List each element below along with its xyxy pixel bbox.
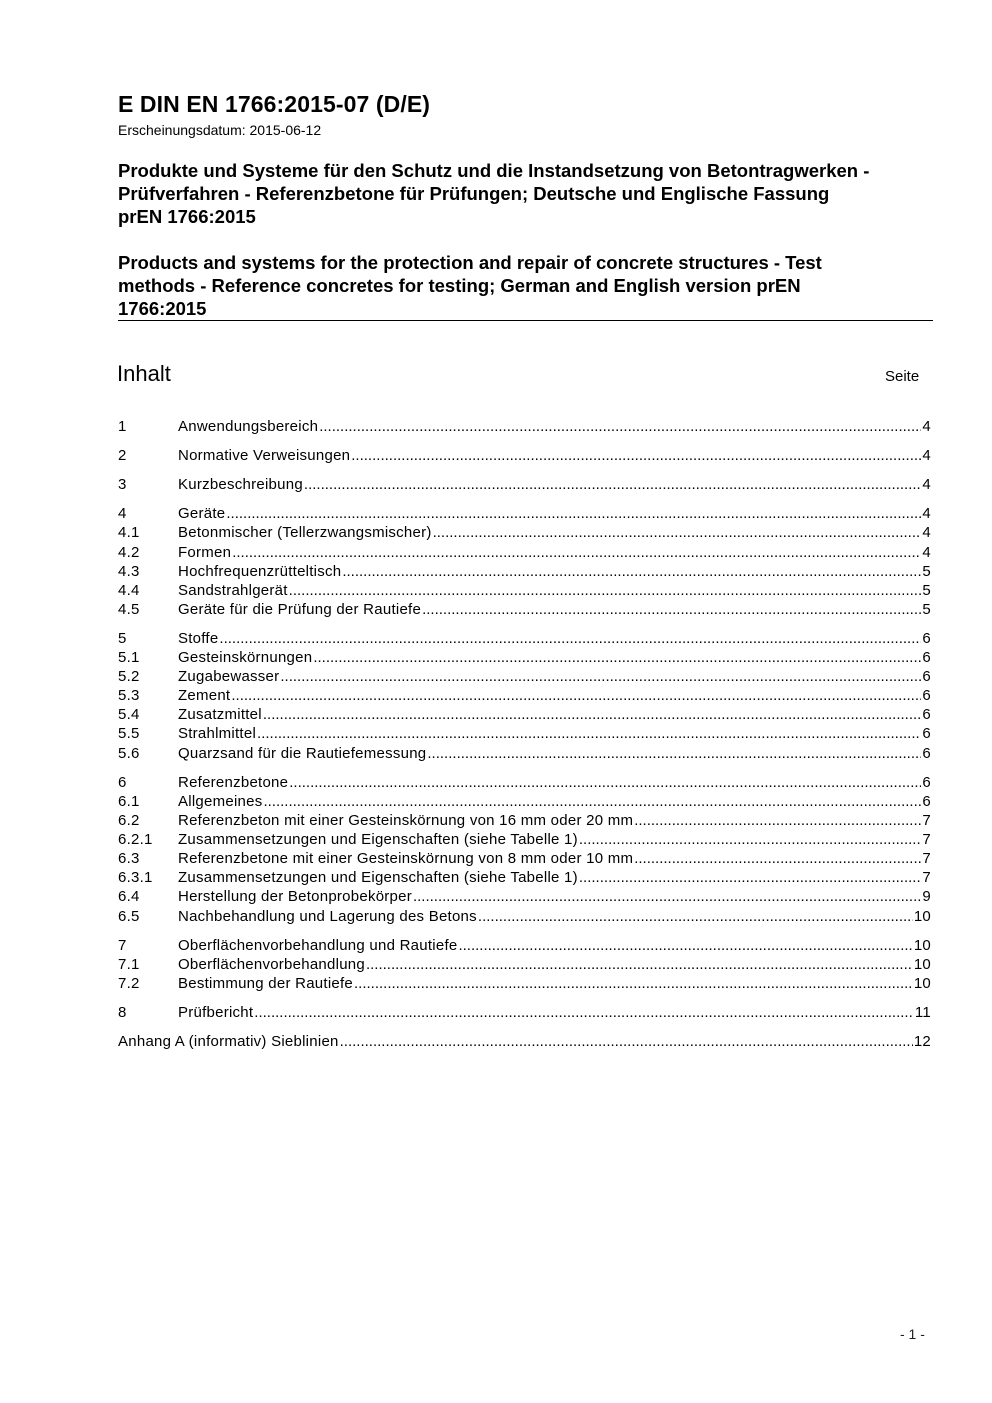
toc-entry-annex[interactable]	[118, 1032, 931, 1051]
toc-entry-title: Kurzbeschreibung	[178, 476, 303, 493]
toc-entry-page: 7	[922, 831, 931, 848]
title-german-line: Produkte und Systeme für den Schutz und die Instandsetzung von Betontragwerken -	[118, 160, 870, 181]
toc-entry-title: Geräte für die Prüfung der Rautiefe	[178, 601, 422, 618]
toc-entry-page: 4	[922, 418, 931, 435]
toc-entry-page: 6	[922, 793, 931, 810]
toc-entry-page: 5	[922, 601, 931, 618]
toc-leader	[422, 600, 921, 619]
toc-entry-number: 4.1	[118, 524, 140, 541]
toc-entry-number: 5	[118, 630, 127, 647]
toc-entry[interactable]	[118, 1003, 931, 1022]
toc-entry-number: 7.2	[118, 975, 140, 992]
toc-entry[interactable]	[118, 792, 931, 811]
toc-entry[interactable]	[118, 686, 931, 705]
toc-entry-title: Bestimmung der Rautiefe	[178, 975, 353, 992]
toc-entry-number: 3	[118, 476, 127, 493]
toc-entry-title: Betonmischer (Tellerzwangsmischer)	[178, 524, 432, 541]
toc-leader	[634, 811, 921, 830]
toc-entry-page: 6	[922, 706, 931, 723]
toc-entry-title: Herstellung der Betonprobekörper	[178, 888, 412, 905]
toc-entry-number: 2	[118, 447, 127, 464]
title-german-line: prEN 1766:2015	[118, 206, 256, 227]
toc-entry-page: 6	[922, 774, 931, 791]
toc-leader	[579, 868, 922, 887]
toc-entry-number: 4	[118, 505, 127, 522]
toc-leader	[433, 523, 922, 542]
toc-entry-page: 6	[922, 745, 931, 762]
toc-leader	[319, 417, 921, 436]
toc-entry-number: 8	[118, 1004, 127, 1021]
toc-entry-number: 6.1	[118, 793, 140, 810]
toc-entry-title: Hochfrequenzrütteltisch	[178, 563, 342, 580]
toc-leader	[579, 830, 922, 849]
toc-entry-title: Allgemeines	[178, 793, 263, 810]
toc-entry-title: Anhang A (informativ) Sieblinien	[118, 1033, 339, 1050]
toc-entry-number: 7	[118, 937, 127, 954]
toc-entry-number: 6.5	[118, 908, 140, 925]
toc-entry-number: 6	[118, 774, 127, 791]
toc-leader	[289, 581, 922, 600]
toc-entry-page: 4	[922, 505, 931, 522]
toc-entry[interactable]	[118, 667, 931, 686]
page-number: - 1 -	[900, 1326, 925, 1342]
toc-entry-page: 5	[922, 582, 931, 599]
toc-leader	[351, 446, 921, 465]
title-german-line: Prüfverfahren - Referenzbetone für Prüfungen; Deutsche und Englische Fassung	[118, 183, 830, 204]
toc-entry-number: 5.4	[118, 706, 140, 723]
toc-entry-page: 10	[913, 975, 931, 992]
toc-leader	[226, 504, 921, 523]
toc-entry-page: 4	[922, 544, 931, 561]
toc-entry-number: 7.1	[118, 956, 140, 973]
toc-entry-title: Sandstrahlgerät	[178, 582, 288, 599]
toc-entry-title: Zusatzmittel	[178, 706, 262, 723]
toc-leader	[231, 686, 921, 705]
toc-entry-number: 6.4	[118, 888, 140, 905]
toc-entry-title: Referenzbetone	[178, 774, 289, 791]
toc-entry-page: 6	[922, 630, 931, 647]
toc-entry-title: Strahlmittel	[178, 725, 257, 742]
toc-entry[interactable]	[118, 417, 931, 436]
toc-entry[interactable]	[118, 724, 931, 743]
toc-leader	[219, 629, 921, 648]
toc-entry-title: Anwendungsbereich	[178, 418, 319, 435]
toc-leader	[232, 543, 921, 562]
toc-entry-page: 7	[922, 812, 931, 829]
toc-entry-page: 10	[913, 908, 931, 925]
toc-leader	[263, 792, 921, 811]
toc-entry-title: Referenzbetone mit einer Gesteinskörnung von 8 mm oder 10 mm	[178, 850, 634, 867]
toc-leader	[257, 724, 921, 743]
toc-entry-page: 6	[922, 725, 931, 742]
toc-entry[interactable]	[118, 504, 931, 523]
toc-leader	[304, 475, 921, 494]
title-english	[118, 251, 938, 320]
toc-entry-number: 1	[118, 418, 127, 435]
toc-entry[interactable]	[118, 705, 931, 724]
toc-leader	[263, 705, 922, 724]
toc-entry[interactable]	[118, 773, 931, 792]
toc-entry-page: 11	[914, 1004, 931, 1021]
toc-leader	[289, 773, 921, 792]
toc-entry-title: Prüfbericht	[178, 1004, 254, 1021]
toc-entry-title: Nachbehandlung und Lagerung des Betons	[178, 908, 477, 925]
document-title: E DIN EN 1766:2015-07 (D/E)	[118, 91, 431, 117]
toc-entry-title: Oberflächenvorbehandlung und Rautiefe	[178, 937, 458, 954]
toc-leader	[427, 744, 921, 763]
toc-entry-title: Zusammensetzungen und Eigenschaften (siehe Tabelle 1)	[178, 831, 578, 848]
toc-leader	[634, 849, 921, 868]
toc-entry[interactable]	[118, 849, 931, 868]
toc-entry[interactable]	[118, 907, 931, 926]
title-english-line: Products and systems for the protection and repair of concrete structures - Test	[118, 252, 822, 273]
toc-entry-page: 5	[922, 563, 931, 580]
toc-entry[interactable]	[118, 600, 931, 619]
toc-entry-number: 6.3.1	[118, 869, 153, 886]
toc-entry[interactable]	[118, 562, 931, 581]
toc-entry-page: 12	[913, 1033, 931, 1050]
toc-entry-page: 6	[922, 687, 931, 704]
title-english-line: methods - Reference concretes for testing; German and English version prEN	[118, 275, 801, 296]
toc-entry-title: Formen	[178, 544, 232, 561]
toc-entry[interactable]	[118, 955, 931, 974]
toc-entry-page: 6	[922, 649, 931, 666]
toc-entry-title: Gesteinskörnungen	[178, 649, 313, 666]
toc-entry-title: Zugabewasser	[178, 668, 280, 685]
toc-entry-page: 7	[922, 869, 931, 886]
toc-entry[interactable]	[118, 523, 931, 542]
toc-entry-page: 10	[913, 937, 931, 954]
toc-leader	[313, 648, 921, 667]
toc-entry-number: 5.5	[118, 725, 140, 742]
toc-entry[interactable]	[118, 868, 931, 887]
toc-entry-page: 4	[922, 447, 931, 464]
toc-entry-number: 4.4	[118, 582, 140, 599]
toc-entry[interactable]	[118, 830, 931, 849]
toc-entry-title: Normative Verweisungen	[178, 447, 351, 464]
toc-entry-title: Quarzsand für die Rautiefemessung	[178, 745, 427, 762]
toc-entry-number: 5.6	[118, 745, 140, 762]
toc-entry[interactable]	[118, 744, 931, 763]
toc-entry-page: 4	[922, 476, 931, 493]
toc-entry-title: Referenzbeton mit einer Gesteinskörnung von 16 mm oder 20 mm	[178, 812, 634, 829]
toc-entry[interactable]	[118, 648, 931, 667]
toc-leader	[340, 1032, 913, 1051]
toc-page-label: Seite	[885, 368, 920, 385]
toc-leader	[280, 667, 921, 686]
toc-entry-page: 7	[922, 850, 931, 867]
title-german	[118, 159, 938, 228]
toc-entry-title: Stoffe	[178, 630, 219, 647]
toc-entry-number: 6.3	[118, 850, 140, 867]
toc-entry-number: 4.2	[118, 544, 140, 561]
toc-entry[interactable]	[118, 811, 931, 830]
toc-entry-number: 4.3	[118, 563, 140, 580]
toc-entry[interactable]	[118, 629, 931, 648]
divider-line	[118, 320, 933, 321]
toc-entry[interactable]	[118, 581, 931, 600]
toc-entry-page: 6	[922, 668, 931, 685]
toc-entry[interactable]	[118, 936, 931, 955]
toc-entry[interactable]	[118, 475, 931, 494]
toc-entry[interactable]	[118, 446, 931, 465]
toc-entry-title: Oberflächenvorbehandlung	[178, 956, 365, 973]
toc-entry-number: 6.2	[118, 812, 140, 829]
publication-date: Erscheinungsdatum: 2015-06-12	[118, 122, 322, 138]
toc-entry-number: 4.5	[118, 601, 140, 618]
toc-entry-page: 4	[922, 524, 931, 541]
toc-entry[interactable]	[118, 974, 931, 993]
toc-leader	[366, 955, 913, 974]
toc-leader	[354, 974, 913, 993]
toc-leader	[458, 936, 912, 955]
toc-entry[interactable]	[118, 543, 931, 562]
toc-entry-number: 5.3	[118, 687, 140, 704]
toc-entry-title: Geräte	[178, 505, 226, 522]
toc-entry-number: 5.2	[118, 668, 140, 685]
toc-entry-page: 10	[913, 956, 931, 973]
toc-leader	[413, 887, 921, 906]
toc-entry-number: 5.1	[118, 649, 140, 666]
toc-entry-title: Zusammensetzungen und Eigenschaften (siehe Tabelle 1)	[178, 869, 578, 886]
toc-heading: Inhalt	[117, 361, 171, 386]
toc-entry-number: 6.2.1	[118, 831, 153, 848]
toc-leader	[342, 562, 921, 581]
title-english-line: 1766:2015	[118, 298, 207, 319]
toc-leader	[254, 1003, 914, 1022]
toc-leader	[478, 907, 913, 926]
toc-entry-title: Zement	[178, 687, 231, 704]
toc-entry[interactable]	[118, 887, 931, 906]
toc-entry-page: 9	[922, 888, 931, 905]
